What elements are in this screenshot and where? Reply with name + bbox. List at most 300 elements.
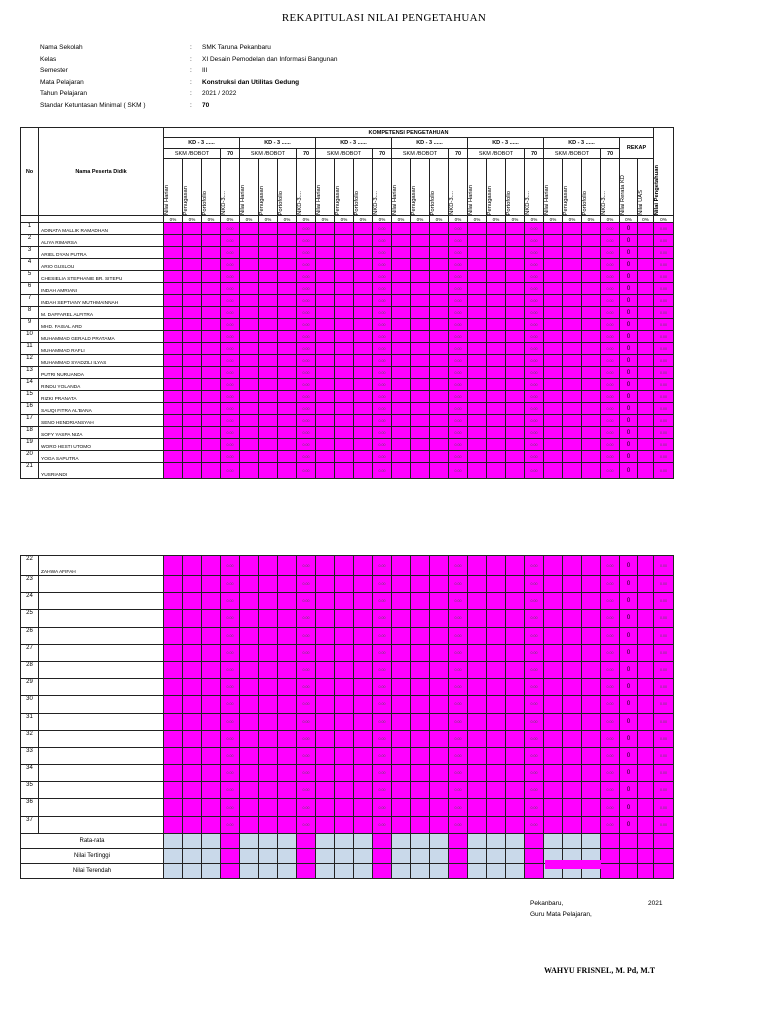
avg-kd-cell: 0 [620, 403, 638, 415]
row-number: 21 [21, 463, 39, 479]
score-cell [335, 355, 354, 367]
score-cell [468, 343, 487, 355]
percent-cell: 0% [638, 216, 654, 223]
score-cell [183, 696, 202, 713]
score-cell [506, 610, 525, 627]
score-cell [164, 259, 183, 271]
score-cell [430, 223, 449, 235]
score-cell [563, 283, 582, 295]
score-cell [335, 816, 354, 833]
score-cell [240, 627, 259, 644]
student-name: SAUQI FITRA AL'BANA [39, 403, 164, 415]
final-score-cell: 0.00 [654, 610, 674, 627]
score-cell [468, 696, 487, 713]
nkd-cell: 0.00 [297, 713, 316, 730]
uas-cell [638, 319, 654, 331]
score-cell [259, 223, 278, 235]
percent-cell: 0% [373, 216, 392, 223]
score-cell [316, 713, 335, 730]
score-cell [278, 661, 297, 678]
uas-cell [638, 679, 654, 696]
score-cell [430, 799, 449, 816]
table-row [21, 696, 674, 713]
score-cell [240, 331, 259, 343]
score-cell [392, 661, 411, 678]
score-cell [278, 367, 297, 379]
final-score-cell: 0.00 [654, 319, 674, 331]
table-row [21, 627, 674, 644]
avg-kd-cell: 0 [620, 679, 638, 696]
score-cell [259, 235, 278, 247]
score-cell [411, 627, 430, 644]
score-cell [506, 451, 525, 463]
nkd-cell: 0.00 [525, 782, 544, 799]
row-number: 31 [21, 713, 39, 730]
final-score-cell: 0.00 [654, 816, 674, 833]
nkd-cell: 0.00 [601, 713, 620, 730]
score-cell [582, 661, 601, 678]
score-cell [354, 355, 373, 367]
nkd-cell: 0.00 [373, 696, 392, 713]
school-info [40, 42, 338, 111]
score-cell [468, 235, 487, 247]
score-cell [430, 556, 449, 576]
info-label: Semester [40, 67, 68, 75]
score-cell [335, 593, 354, 610]
score-cell [278, 235, 297, 247]
score-cell [487, 379, 506, 391]
info-label: Nama Sekolah [40, 44, 83, 52]
summary-cell [620, 833, 638, 848]
score-cell [582, 439, 601, 451]
nkd-cell: 0.00 [297, 403, 316, 415]
summary-cell [392, 848, 411, 863]
score-cell [487, 765, 506, 782]
score-cell [183, 713, 202, 730]
skm-bobot-label: SKM /BOBOT [164, 149, 221, 159]
sub-column-header: NKD-3.... [601, 159, 620, 216]
percent-cell: 0% [297, 216, 316, 223]
summary-cell [487, 833, 506, 848]
score-cell [164, 403, 183, 415]
nkd-cell: 0.00 [297, 319, 316, 331]
final-score-cell: 0.00 [654, 696, 674, 713]
score-cell [278, 403, 297, 415]
score-cell [316, 355, 335, 367]
student-name: CHESIELIA STEPHANIE BR. SITEPU [39, 271, 164, 283]
nkd-cell: 0.00 [373, 271, 392, 283]
nkd-cell: 0.00 [525, 799, 544, 816]
summary-cell [183, 863, 202, 878]
date-highlight [545, 860, 601, 869]
score-cell [202, 661, 221, 678]
score-cell [487, 451, 506, 463]
sub-column-header: Nilai Harian [164, 159, 183, 216]
score-cell [259, 283, 278, 295]
score-cell [430, 379, 449, 391]
uas-cell [638, 816, 654, 833]
score-cell [335, 403, 354, 415]
score-cell [582, 415, 601, 427]
score-cell [259, 271, 278, 283]
nkd-cell: 0.00 [601, 576, 620, 593]
sub-column-header: Portofolio [582, 159, 601, 216]
summary-cell [164, 863, 183, 878]
avg-kd-cell: 0 [620, 644, 638, 661]
skm-value: 70 [601, 149, 620, 159]
nkd-cell: 0.00 [449, 367, 468, 379]
row-number: 28 [21, 661, 39, 678]
final-score-cell: 0.00 [654, 379, 674, 391]
score-cell [563, 415, 582, 427]
score-cell [468, 295, 487, 307]
score-cell [278, 799, 297, 816]
score-cell [392, 247, 411, 259]
score-cell [487, 644, 506, 661]
student-name [39, 730, 164, 747]
score-cell [278, 379, 297, 391]
score-cell [468, 247, 487, 259]
blank-cell [21, 216, 39, 223]
final-score-cell: 0.00 [654, 247, 674, 259]
score-cell [354, 343, 373, 355]
uas-cell [638, 556, 654, 576]
score-cell [183, 627, 202, 644]
avg-kd-cell: 0 [620, 730, 638, 747]
nkd-cell: 0.00 [449, 463, 468, 479]
score-cell [468, 379, 487, 391]
final-score-cell: 0.00 [654, 403, 674, 415]
score-cell [164, 307, 183, 319]
score-cell [430, 331, 449, 343]
info-value: 70 [202, 101, 210, 109]
summary-row [21, 833, 674, 848]
score-cell [316, 439, 335, 451]
nkd-cell: 0.00 [297, 556, 316, 576]
nkd-cell: 0.00 [297, 576, 316, 593]
row-number: 18 [21, 427, 39, 439]
score-cell [544, 627, 563, 644]
score-cell [582, 403, 601, 415]
uas-cell [638, 271, 654, 283]
nkd-cell: 0.00 [601, 556, 620, 576]
nkd-cell: 0.00 [373, 391, 392, 403]
score-cell [411, 427, 430, 439]
score-cell [335, 661, 354, 678]
summary-cell [638, 833, 654, 848]
score-cell [278, 782, 297, 799]
score-cell [202, 439, 221, 451]
nkd-cell: 0.00 [601, 463, 620, 479]
score-cell [354, 644, 373, 661]
score-cell [468, 391, 487, 403]
avg-kd-cell: 0 [620, 283, 638, 295]
score-cell [202, 765, 221, 782]
score-cell [563, 747, 582, 764]
score-cell [563, 319, 582, 331]
score-cell [563, 765, 582, 782]
uas-cell [638, 295, 654, 307]
score-cell [259, 427, 278, 439]
final-score-cell: 0.00 [654, 295, 674, 307]
nkd-cell: 0.00 [449, 696, 468, 713]
avg-kd-cell: 0 [620, 391, 638, 403]
score-cell [259, 343, 278, 355]
sub-column-header: Nilai Harian [544, 159, 563, 216]
nkd-cell: 0.00 [373, 307, 392, 319]
score-cell [430, 271, 449, 283]
final-score-cell: 0.00 [654, 367, 674, 379]
score-cell [316, 451, 335, 463]
nkd-cell: 0.00 [297, 259, 316, 271]
score-cell [240, 271, 259, 283]
score-cell [582, 223, 601, 235]
score-cell [316, 367, 335, 379]
kd-header: KD - 3 ...... [544, 138, 620, 149]
row-number: 8 [21, 307, 39, 319]
score-cell [392, 696, 411, 713]
score-cell [582, 331, 601, 343]
final-score-cell: 0.00 [654, 391, 674, 403]
nkd-cell: 0.00 [525, 235, 544, 247]
score-cell [582, 271, 601, 283]
table-row [21, 271, 674, 283]
score-cell [240, 247, 259, 259]
score-cell [582, 295, 601, 307]
uas-cell [638, 661, 654, 678]
score-cell [316, 576, 335, 593]
info-colon: : [190, 55, 192, 63]
nkd-cell: 0.00 [297, 644, 316, 661]
score-cell [240, 223, 259, 235]
percent-cell: 0% [335, 216, 354, 223]
nkd-cell: 0.00 [525, 556, 544, 576]
score-cell [430, 730, 449, 747]
score-cell [411, 403, 430, 415]
summary-cell [240, 833, 259, 848]
nkd-cell: 0.00 [297, 247, 316, 259]
avg-kd-cell: 0 [620, 463, 638, 479]
uas-cell [638, 379, 654, 391]
score-cell [164, 765, 183, 782]
nkd-cell: 0.00 [373, 295, 392, 307]
nkd-cell: 0.00 [525, 283, 544, 295]
score-cell [335, 415, 354, 427]
avg-kd-cell: 0 [620, 576, 638, 593]
score-cell [316, 403, 335, 415]
skm-bobot-label: SKM /BOBOT [468, 149, 525, 159]
score-cell [544, 223, 563, 235]
score-cell [259, 331, 278, 343]
score-cell [468, 223, 487, 235]
nkd-cell: 0.00 [601, 379, 620, 391]
avg-kd-cell: 0 [620, 355, 638, 367]
score-cell [468, 427, 487, 439]
uas-cell [638, 259, 654, 271]
score-cell [278, 247, 297, 259]
summary-label: Rata-rata [21, 833, 164, 848]
nkd-cell: 0.00 [297, 427, 316, 439]
score-cell [392, 451, 411, 463]
score-cell [487, 427, 506, 439]
sub-column-header: Portofolio [430, 159, 449, 216]
skm-value: 70 [373, 149, 392, 159]
score-cell [202, 295, 221, 307]
row-number: 22 [21, 556, 39, 576]
score-cell [411, 696, 430, 713]
score-cell [506, 367, 525, 379]
score-cell [468, 259, 487, 271]
score-cell [468, 679, 487, 696]
score-cell [316, 463, 335, 479]
score-cell [164, 816, 183, 833]
score-cell [202, 223, 221, 235]
final-score-cell: 0.00 [654, 799, 674, 816]
nkd-cell: 0.00 [449, 439, 468, 451]
score-cell [164, 343, 183, 355]
nkd-cell: 0.00 [373, 223, 392, 235]
summary-nkd-cell [601, 833, 620, 848]
score-cell [278, 343, 297, 355]
avg-kd-cell: 0 [620, 295, 638, 307]
score-cell [316, 379, 335, 391]
score-cell [430, 259, 449, 271]
nkd-cell: 0.00 [221, 355, 240, 367]
score-cell [278, 391, 297, 403]
final-score-cell: 0.00 [654, 283, 674, 295]
score-cell [240, 235, 259, 247]
student-name [39, 627, 164, 644]
summary-cell [506, 848, 525, 863]
score-cell [278, 283, 297, 295]
score-cell [335, 576, 354, 593]
sub-column-header: Portofolio [506, 159, 525, 216]
student-name: MUHAMMAD SYADZILI ILYAS [39, 355, 164, 367]
score-cell [335, 331, 354, 343]
score-cell [430, 295, 449, 307]
score-cell [392, 403, 411, 415]
summary-cell [278, 833, 297, 848]
summary-cell [316, 833, 335, 848]
info-row [40, 77, 338, 89]
score-cell [278, 331, 297, 343]
score-cell [392, 319, 411, 331]
score-cell [202, 576, 221, 593]
score-cell [544, 696, 563, 713]
score-cell [316, 283, 335, 295]
nkd-cell: 0.00 [221, 379, 240, 391]
sub-column-header: NKD-3.... [221, 159, 240, 216]
avg-kd-cell: 0 [620, 593, 638, 610]
score-cell [563, 235, 582, 247]
score-cell [202, 427, 221, 439]
score-cell [164, 730, 183, 747]
final-score-cell: 0.00 [654, 343, 674, 355]
nkd-cell: 0.00 [525, 319, 544, 331]
score-cell [259, 367, 278, 379]
score-cell [202, 379, 221, 391]
uas-cell [638, 355, 654, 367]
summary-nkd-cell [297, 863, 316, 878]
score-cell [411, 713, 430, 730]
score-cell [183, 271, 202, 283]
sub-column-header: Penugasan [563, 159, 582, 216]
score-cell [563, 679, 582, 696]
score-cell [430, 713, 449, 730]
score-cell [240, 610, 259, 627]
score-cell [259, 576, 278, 593]
score-cell [316, 782, 335, 799]
score-cell [487, 247, 506, 259]
final-score-cell: 0.00 [654, 223, 674, 235]
score-cell [392, 644, 411, 661]
nkd-cell: 0.00 [297, 782, 316, 799]
score-cell [354, 576, 373, 593]
summary-cell [411, 863, 430, 878]
student-name: RIZKI PRANATA [39, 391, 164, 403]
row-number: 9 [21, 319, 39, 331]
avg-kd-cell: 0 [620, 782, 638, 799]
score-cell [582, 730, 601, 747]
summary-nkd-cell [373, 833, 392, 848]
uas-cell [638, 593, 654, 610]
score-cell [582, 367, 601, 379]
score-cell [411, 355, 430, 367]
final-score-cell: 0.00 [654, 593, 674, 610]
score-cell [335, 696, 354, 713]
score-cell [563, 463, 582, 479]
nkd-cell: 0.00 [601, 271, 620, 283]
row-number: 16 [21, 403, 39, 415]
nkd-cell: 0.00 [373, 593, 392, 610]
nkd-cell: 0.00 [601, 661, 620, 678]
score-cell [430, 747, 449, 764]
nkd-cell: 0.00 [373, 331, 392, 343]
score-cell [544, 747, 563, 764]
score-cell [487, 415, 506, 427]
uas-cell [638, 343, 654, 355]
score-cell [240, 463, 259, 479]
row-number: 6 [21, 283, 39, 295]
nkd-cell: 0.00 [297, 283, 316, 295]
skm-bobot-label: SKM /BOBOT [316, 149, 373, 159]
score-cell [240, 730, 259, 747]
score-cell [544, 247, 563, 259]
skm-bobot-label: SKM /BOBOT [240, 149, 297, 159]
score-cell [392, 307, 411, 319]
nkd-cell: 0.00 [221, 247, 240, 259]
info-label: Kelas [40, 55, 57, 63]
score-cell [487, 730, 506, 747]
row-number: 37 [21, 816, 39, 833]
avg-kd-cell: 0 [620, 307, 638, 319]
score-cell [354, 403, 373, 415]
score-cell [563, 427, 582, 439]
nkd-cell: 0.00 [297, 271, 316, 283]
avg-kd-cell: 0 [620, 331, 638, 343]
nkd-cell: 0.00 [601, 610, 620, 627]
nkd-cell: 0.00 [297, 223, 316, 235]
signature-place: Pekanbaru, [530, 900, 564, 907]
score-cell [278, 415, 297, 427]
score-cell [506, 627, 525, 644]
score-cell [354, 295, 373, 307]
score-cell [316, 343, 335, 355]
avg-kd-cell: 0 [620, 223, 638, 235]
score-cell [183, 576, 202, 593]
score-cell [392, 679, 411, 696]
summary-nkd-cell [525, 848, 544, 863]
